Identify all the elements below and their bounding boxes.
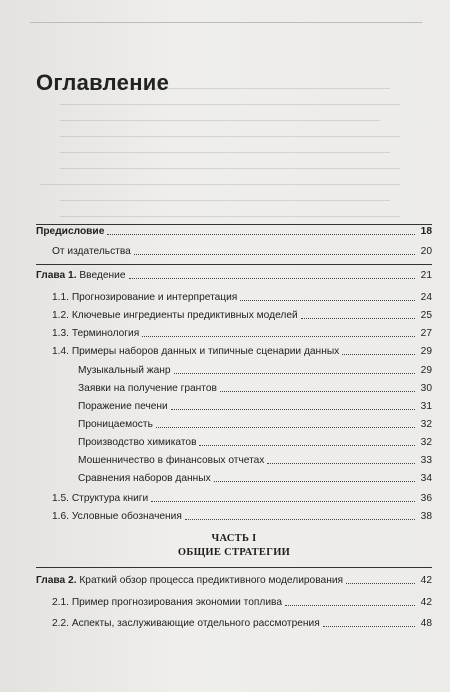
entry-label: 1.6. Условные обозначения bbox=[52, 511, 182, 522]
toc-entry[interactable] bbox=[52, 324, 432, 340]
entry-page: 20 bbox=[420, 246, 432, 257]
chapter-prefix: Глава 1. bbox=[36, 270, 77, 281]
divider bbox=[36, 264, 432, 265]
entry-page: 32 bbox=[420, 437, 432, 448]
entry-page: 29 bbox=[420, 365, 432, 376]
toc-entry[interactable] bbox=[78, 397, 432, 413]
dot-leader bbox=[151, 501, 415, 502]
dot-leader bbox=[134, 254, 415, 255]
toc-entry[interactable] bbox=[78, 433, 432, 449]
entry-page: 33 bbox=[420, 455, 432, 466]
dot-leader bbox=[171, 409, 415, 410]
part-number: ЧАСТЬ I bbox=[211, 533, 257, 544]
dot-leader bbox=[142, 336, 415, 337]
page-title: Оглавление bbox=[36, 70, 170, 95]
entry-label: Производство химикатов bbox=[78, 437, 197, 448]
entry-page: 18 bbox=[420, 226, 432, 237]
entry-label: 1.1. Прогнозирование и интерпретация bbox=[52, 292, 238, 303]
dot-leader bbox=[214, 481, 415, 482]
entry-label: 1.4. Примеры наборов данных и типичные сценарии данных bbox=[52, 346, 340, 357]
entry-page: 21 bbox=[420, 270, 432, 281]
entry-page: 42 bbox=[420, 597, 432, 608]
entry-label: 1.3. Терминология bbox=[52, 328, 140, 339]
toc-entry[interactable] bbox=[36, 222, 432, 238]
toc-entry[interactable] bbox=[52, 288, 432, 304]
entry-page: 36 bbox=[420, 493, 432, 504]
dot-leader bbox=[220, 391, 415, 392]
entry-page: 32 bbox=[420, 419, 432, 430]
entry-page: 25 bbox=[420, 310, 432, 321]
toc-entry[interactable] bbox=[78, 379, 432, 395]
dot-leader bbox=[285, 605, 415, 606]
dot-leader bbox=[301, 318, 415, 319]
entry-label: Краткий обзор процесса предиктивного моделирования bbox=[79, 575, 344, 586]
toc-entry[interactable] bbox=[78, 361, 432, 377]
dot-leader bbox=[107, 234, 415, 235]
dot-leader bbox=[199, 445, 415, 446]
toc-entry[interactable] bbox=[52, 489, 432, 505]
toc-entry[interactable] bbox=[78, 469, 432, 485]
entry-label: Заявки на получение грантов bbox=[78, 383, 217, 394]
entry-label: От издательства bbox=[52, 246, 131, 257]
entry-page: 30 bbox=[420, 383, 432, 394]
entry-page: 27 bbox=[420, 328, 432, 339]
entry-label: Музыкальный жанр bbox=[78, 365, 171, 376]
dot-leader bbox=[185, 519, 415, 520]
divider bbox=[36, 567, 432, 568]
dot-leader bbox=[156, 427, 415, 428]
toc-entry[interactable] bbox=[52, 507, 432, 523]
entry-page: 48 bbox=[420, 618, 432, 629]
dot-leader bbox=[342, 354, 415, 355]
entry-page: 34 bbox=[420, 473, 432, 484]
entry-label: 1.2. Ключевые ингредиенты предиктивных моделей bbox=[52, 310, 298, 321]
entry-label: Поражение печени bbox=[78, 401, 168, 412]
toc-entry[interactable] bbox=[78, 415, 432, 431]
toc-entry[interactable] bbox=[52, 614, 432, 630]
entry-page: 38 bbox=[420, 511, 432, 522]
entry-page: 29 bbox=[420, 346, 432, 357]
entry-page: 42 bbox=[420, 575, 432, 586]
entry-page: 24 bbox=[420, 292, 432, 303]
toc-entry[interactable] bbox=[36, 571, 432, 587]
toc-entry[interactable] bbox=[52, 342, 432, 358]
toc-entry[interactable] bbox=[52, 242, 432, 258]
dot-leader bbox=[267, 463, 415, 464]
dot-leader bbox=[240, 300, 415, 301]
entry-label: Предисловие bbox=[36, 226, 105, 237]
toc-entry[interactable] bbox=[52, 306, 432, 322]
dot-leader bbox=[323, 626, 415, 627]
toc-entry[interactable] bbox=[78, 451, 432, 467]
entry-label: Введение bbox=[79, 270, 126, 281]
entry-label: Проницаемость bbox=[78, 419, 153, 430]
dot-leader bbox=[346, 583, 415, 584]
entry-label: 1.5. Структура книги bbox=[52, 493, 149, 504]
chapter-prefix: Глава 2. bbox=[36, 575, 77, 586]
entry-label: 2.2. Аспекты, заслуживающие отдельного рассмотрения bbox=[52, 618, 320, 629]
table-of-contents bbox=[36, 0, 432, 692]
toc-entry[interactable] bbox=[36, 266, 432, 282]
entry-label: Сравнения наборов данных bbox=[78, 473, 211, 484]
entry-label: 2.1. Пример прогнозирования экономии топлива bbox=[52, 597, 283, 608]
toc-entry[interactable] bbox=[52, 593, 432, 609]
part-name: ОБЩИЕ СТРАТЕГИИ bbox=[177, 547, 291, 558]
dot-leader bbox=[129, 278, 415, 279]
entry-page: 31 bbox=[420, 401, 432, 412]
entry-label: Мошенничество в финансовых отчетах bbox=[78, 455, 265, 466]
dot-leader bbox=[174, 373, 415, 374]
